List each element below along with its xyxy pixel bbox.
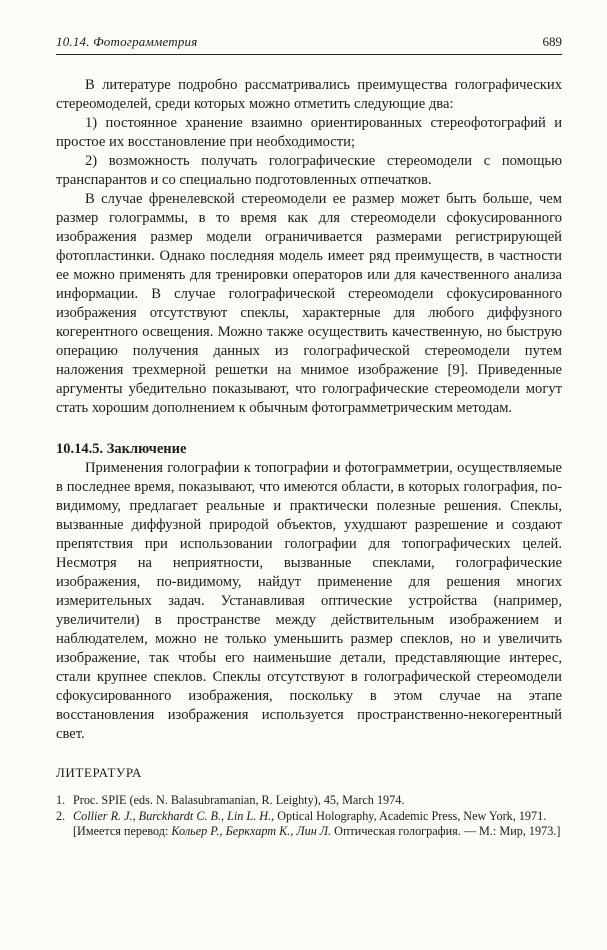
list-item-2: 2) возможность получать голографические стереомодели с помощью транспарантов и со специально подготовленных отпечатков. xyxy=(56,153,562,188)
page-number: 689 xyxy=(542,34,562,49)
paragraph-fresnel: В случае френелевской стереомодели ее размер может быть больше, чем размер голограммы, в то время как для стереомодели сфокусированного изображения размер модели ограничивается размерами регистрирующей фотопластинки. Однако последняя модель имеет ряд преимуществ, в частности ее можно применять для тренировки операторов или для качественного анализа информации. В случае голографической стереомодели сфокусированного изображения отсутствуют спеклы, характерные для любого диффузного когерентного освещения. Можно также осуществить качественную, но быструю операцию получения данных из голографической стереомодели путем наложения трехмерной решетки на мнимое изображение [9]. Приведенные аргументы убедительно показывают, что голографические стереомодели могут стать хорошим дополнением к обычным фотограмметрическим методам. xyxy=(56,191,562,416)
paragraph-intro: В литературе подробно рассматривались преимущества голографических стереомоделей, среди которых можно отметить следующие два: xyxy=(56,77,562,112)
page xyxy=(56,34,562,840)
reference-authors: Collier R. J., Burckhardt C. B., Lin L. H., xyxy=(73,808,275,823)
reference-text xyxy=(73,809,562,840)
reference-source: Optical Holography, Academic Press, New York, 1971. [Имеется перевод: xyxy=(73,808,547,838)
paragraph-conclusion: Применения голографии к топографии и фотограмметрии, осуществляемые в последнее время, показывают, что имеются области, в которых голография, по-видимому, предлагает реальные и практически полезные решения. Спеклы, вызванные диффузной природой объектов, ухудшают разрешение и создают препятствия при использовании голографии для топографических целей. Несмотря на неприятности, вызванные спеклами, голографические изображения, по-видимому, найдут применение для решения многих измерительных задач. Устанавливая оптические устройства (например, увеличители) в пространстве между действительным изображением и наблюдателем, можно не только уменьшить размер спеклов, но и увеличить изображение, так чтобы его наименьшие детали, представляющие интерес, стали крупнее спеклов. Спеклы отсутствуют в голографической стереомодели сфокусированного изображения, поскольку в этом случае на этапе восстановления изображения используется пространственно-некогерентный свет. xyxy=(56,460,562,742)
translation-publisher: — М.: Мир, 1973.] xyxy=(460,824,561,838)
reference-item-2 xyxy=(56,809,562,840)
translation-title: Оптическая голография. xyxy=(331,824,461,838)
running-head-title: 10.14. Фотограмметрия xyxy=(56,34,198,49)
reference-number: 1. xyxy=(56,793,66,807)
running-head xyxy=(56,34,562,55)
main-text xyxy=(56,76,562,744)
reference-number: 2. xyxy=(56,808,66,823)
translation-authors: Кольер Р., Беркхарт К., Лин Л. xyxy=(171,824,332,838)
references-heading: ЛИТЕРАТУРА xyxy=(56,765,142,780)
reference-text: Proc. SPIE (eds. N. Balasubramanian, R. Leighty), 45, March 1974. xyxy=(73,793,405,807)
reference-list xyxy=(56,793,562,840)
reference-item-1 xyxy=(56,793,562,809)
list-item-1: 1) постоянное хранение взаимно ориентированных стереофотографий и простое их восстановление при необходимости; xyxy=(56,115,562,150)
section-heading: 10.14.5. Заключение xyxy=(56,441,187,457)
